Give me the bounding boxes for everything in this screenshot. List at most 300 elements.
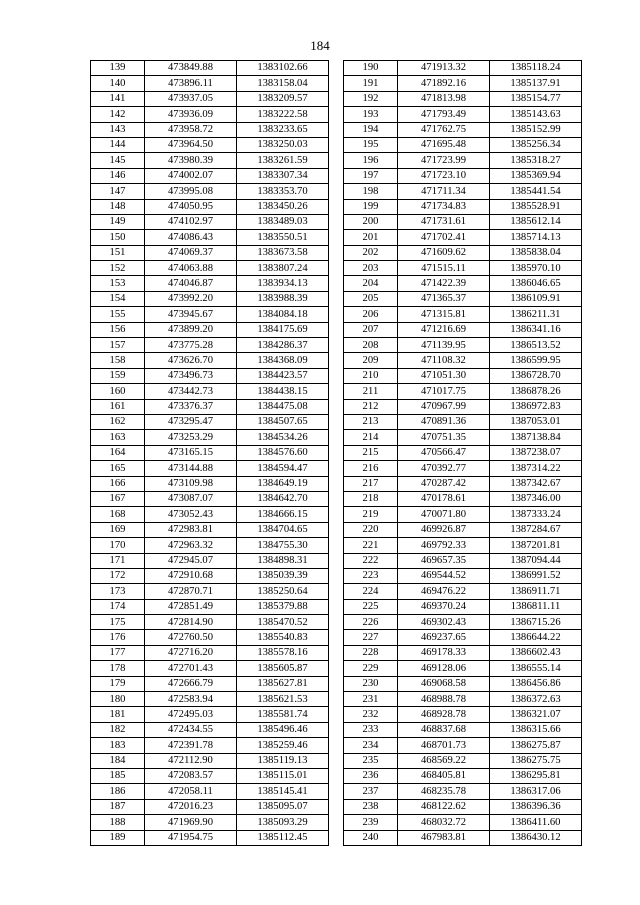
point-number-cell: 190 <box>344 61 398 76</box>
table-row <box>91 307 329 322</box>
table-row <box>91 445 329 460</box>
point-number-cell: 141 <box>91 91 145 106</box>
x-coordinate-cell: 469237.65 <box>398 630 490 645</box>
coordinates-table-right <box>343 60 582 846</box>
y-coordinate-cell: 1386715.26 <box>490 615 582 630</box>
table-row <box>91 599 329 614</box>
y-coordinate-cell: 1383807.24 <box>237 261 329 276</box>
table-row <box>91 692 329 707</box>
point-number-cell: 201 <box>344 230 398 245</box>
point-number-cell: 186 <box>91 784 145 799</box>
x-coordinate-cell: 467983.81 <box>398 830 490 845</box>
table-row <box>344 184 582 199</box>
table-row <box>344 491 582 506</box>
point-number-cell: 185 <box>91 768 145 783</box>
point-number-cell: 236 <box>344 768 398 783</box>
y-coordinate-cell: 1386315.66 <box>490 722 582 737</box>
table-row <box>91 153 329 168</box>
table-row <box>91 584 329 599</box>
coordinates-table-left <box>90 60 329 846</box>
x-coordinate-cell: 472983.81 <box>145 522 237 537</box>
point-number-cell: 161 <box>91 399 145 414</box>
x-coordinate-cell: 472016.23 <box>145 799 237 814</box>
table-row <box>91 214 329 229</box>
x-coordinate-cell: 471762.75 <box>398 122 490 137</box>
page-number: 184 <box>310 38 330 53</box>
table-row <box>91 738 329 753</box>
x-coordinate-cell: 472963.32 <box>145 538 237 553</box>
point-number-cell: 158 <box>91 353 145 368</box>
point-number-cell: 139 <box>91 61 145 76</box>
table-row <box>91 137 329 152</box>
y-coordinate-cell: 1385259.46 <box>237 738 329 753</box>
x-coordinate-cell: 471892.16 <box>398 76 490 91</box>
table-row <box>91 538 329 553</box>
x-coordinate-cell: 468837.68 <box>398 722 490 737</box>
table-row <box>91 676 329 691</box>
y-coordinate-cell: 1383102.66 <box>237 61 329 76</box>
x-coordinate-cell: 471793.49 <box>398 107 490 122</box>
y-coordinate-cell: 1385578.16 <box>237 645 329 660</box>
x-coordinate-cell: 469476.22 <box>398 584 490 599</box>
table-row <box>344 168 582 183</box>
point-number-cell: 162 <box>91 414 145 429</box>
point-number-cell: 239 <box>344 815 398 830</box>
point-number-cell: 149 <box>91 214 145 229</box>
table-body <box>91 61 329 846</box>
table-row <box>344 584 582 599</box>
point-number-cell: 219 <box>344 507 398 522</box>
table-row <box>344 815 582 830</box>
y-coordinate-cell: 1386991.52 <box>490 568 582 583</box>
x-coordinate-cell: 473109.98 <box>145 476 237 491</box>
y-coordinate-cell: 1385095.07 <box>237 799 329 814</box>
table-row <box>344 430 582 445</box>
y-coordinate-cell: 1386878.26 <box>490 384 582 399</box>
x-coordinate-cell: 472666.79 <box>145 676 237 691</box>
point-number-cell: 160 <box>91 384 145 399</box>
x-coordinate-cell: 473992.20 <box>145 291 237 306</box>
y-coordinate-cell: 1387342.67 <box>490 476 582 491</box>
x-coordinate-cell: 470967.99 <box>398 399 490 414</box>
y-coordinate-cell: 1385838.04 <box>490 245 582 260</box>
y-coordinate-cell: 1384084.18 <box>237 307 329 322</box>
y-coordinate-cell: 1383353.70 <box>237 184 329 199</box>
point-number-cell: 215 <box>344 445 398 460</box>
x-coordinate-cell: 471711.34 <box>398 184 490 199</box>
x-coordinate-cell: 473775.28 <box>145 338 237 353</box>
x-coordinate-cell: 472870.71 <box>145 584 237 599</box>
point-number-cell: 234 <box>344 738 398 753</box>
table-row <box>91 61 329 76</box>
point-number-cell: 230 <box>344 676 398 691</box>
point-number-cell: 146 <box>91 168 145 183</box>
point-number-cell: 181 <box>91 707 145 722</box>
x-coordinate-cell: 473087.07 <box>145 491 237 506</box>
y-coordinate-cell: 1384898.31 <box>237 553 329 568</box>
point-number-cell: 218 <box>344 491 398 506</box>
table-row <box>344 384 582 399</box>
point-number-cell: 240 <box>344 830 398 845</box>
y-coordinate-cell: 1385528.91 <box>490 199 582 214</box>
point-number-cell: 197 <box>344 168 398 183</box>
y-coordinate-cell: 1384368.09 <box>237 353 329 368</box>
y-coordinate-cell: 1385540.83 <box>237 630 329 645</box>
table-row <box>344 768 582 783</box>
point-number-cell: 176 <box>91 630 145 645</box>
point-number-cell: 203 <box>344 261 398 276</box>
table-row <box>344 538 582 553</box>
y-coordinate-cell: 1386411.60 <box>490 815 582 830</box>
table-row <box>91 91 329 106</box>
table-row <box>344 615 582 630</box>
x-coordinate-cell: 471731.61 <box>398 214 490 229</box>
point-number-cell: 228 <box>344 645 398 660</box>
y-coordinate-cell: 1385714.13 <box>490 230 582 245</box>
y-coordinate-cell: 1386275.87 <box>490 738 582 753</box>
y-coordinate-cell: 1385039.39 <box>237 568 329 583</box>
y-coordinate-cell: 1386109.91 <box>490 291 582 306</box>
x-coordinate-cell: 472112.90 <box>145 753 237 768</box>
table-row <box>344 245 582 260</box>
x-coordinate-cell: 471723.99 <box>398 153 490 168</box>
table-row <box>91 322 329 337</box>
x-coordinate-cell: 473144.88 <box>145 461 237 476</box>
x-coordinate-cell: 473496.73 <box>145 368 237 383</box>
point-number-cell: 221 <box>344 538 398 553</box>
y-coordinate-cell: 1386295.81 <box>490 768 582 783</box>
table-row <box>344 76 582 91</box>
x-coordinate-cell: 468032.72 <box>398 815 490 830</box>
x-coordinate-cell: 473896.11 <box>145 76 237 91</box>
y-coordinate-cell: 1385627.81 <box>237 676 329 691</box>
y-coordinate-cell: 1385112.45 <box>237 830 329 845</box>
table-row <box>344 230 582 245</box>
point-number-cell: 202 <box>344 245 398 260</box>
x-coordinate-cell: 473253.29 <box>145 430 237 445</box>
point-number-cell: 188 <box>91 815 145 830</box>
x-coordinate-cell: 474050.95 <box>145 199 237 214</box>
y-coordinate-cell: 1385369.94 <box>490 168 582 183</box>
table-row <box>344 676 582 691</box>
y-coordinate-cell: 1387138.84 <box>490 430 582 445</box>
point-number-cell: 170 <box>91 538 145 553</box>
table-row <box>344 353 582 368</box>
x-coordinate-cell: 471702.41 <box>398 230 490 245</box>
point-number-cell: 183 <box>91 738 145 753</box>
y-coordinate-cell: 1386046.65 <box>490 276 582 291</box>
point-number-cell: 206 <box>344 307 398 322</box>
y-coordinate-cell: 1386341.16 <box>490 322 582 337</box>
table-row <box>344 553 582 568</box>
point-number-cell: 194 <box>344 122 398 137</box>
x-coordinate-cell: 474069.37 <box>145 245 237 260</box>
x-coordinate-cell: 471913.32 <box>398 61 490 76</box>
y-coordinate-cell: 1387333.24 <box>490 507 582 522</box>
point-number-cell: 213 <box>344 414 398 429</box>
table-row <box>91 399 329 414</box>
table-row <box>91 815 329 830</box>
y-coordinate-cell: 1384755.30 <box>237 538 329 553</box>
point-number-cell: 192 <box>344 91 398 106</box>
y-coordinate-cell: 1383988.39 <box>237 291 329 306</box>
y-coordinate-cell: 1386555.14 <box>490 661 582 676</box>
point-number-cell: 223 <box>344 568 398 583</box>
point-number-cell: 196 <box>344 153 398 168</box>
y-coordinate-cell: 1385137.91 <box>490 76 582 91</box>
table-row <box>344 692 582 707</box>
y-coordinate-cell: 1384576.60 <box>237 445 329 460</box>
table-row <box>344 322 582 337</box>
table-row <box>344 799 582 814</box>
table-row <box>91 168 329 183</box>
table-row <box>344 153 582 168</box>
x-coordinate-cell: 468122.62 <box>398 799 490 814</box>
x-coordinate-cell: 473899.20 <box>145 322 237 337</box>
point-number-cell: 229 <box>344 661 398 676</box>
x-coordinate-cell: 468928.78 <box>398 707 490 722</box>
x-coordinate-cell: 470287.42 <box>398 476 490 491</box>
table-row <box>91 630 329 645</box>
y-coordinate-cell: 1385496.46 <box>237 722 329 737</box>
point-number-cell: 204 <box>344 276 398 291</box>
x-coordinate-cell: 472716.20 <box>145 645 237 660</box>
point-number-cell: 171 <box>91 553 145 568</box>
y-coordinate-cell: 1387284.67 <box>490 522 582 537</box>
point-number-cell: 142 <box>91 107 145 122</box>
x-coordinate-cell: 471695.48 <box>398 137 490 152</box>
table-row <box>344 661 582 676</box>
y-coordinate-cell: 1383250.03 <box>237 137 329 152</box>
x-coordinate-cell: 469544.52 <box>398 568 490 583</box>
point-number-cell: 187 <box>91 799 145 814</box>
table-body <box>344 61 582 846</box>
table-row <box>91 522 329 537</box>
x-coordinate-cell: 472851.49 <box>145 599 237 614</box>
point-number-cell: 235 <box>344 753 398 768</box>
x-coordinate-cell: 472391.78 <box>145 738 237 753</box>
table-row <box>344 599 582 614</box>
y-coordinate-cell: 1385970.10 <box>490 261 582 276</box>
x-coordinate-cell: 471108.32 <box>398 353 490 368</box>
point-number-cell: 140 <box>91 76 145 91</box>
x-coordinate-cell: 474102.97 <box>145 214 237 229</box>
x-coordinate-cell: 468405.81 <box>398 768 490 783</box>
point-number-cell: 224 <box>344 584 398 599</box>
table-row <box>91 353 329 368</box>
point-number-cell: 168 <box>91 507 145 522</box>
x-coordinate-cell: 472434.55 <box>145 722 237 737</box>
y-coordinate-cell: 1384594.47 <box>237 461 329 476</box>
point-number-cell: 200 <box>344 214 398 229</box>
point-number-cell: 226 <box>344 615 398 630</box>
x-coordinate-cell: 472083.57 <box>145 768 237 783</box>
table-row <box>344 399 582 414</box>
x-coordinate-cell: 471365.37 <box>398 291 490 306</box>
y-coordinate-cell: 1384642.70 <box>237 491 329 506</box>
y-coordinate-cell: 1384475.08 <box>237 399 329 414</box>
table-row <box>344 368 582 383</box>
x-coordinate-cell: 473295.47 <box>145 414 237 429</box>
x-coordinate-cell: 473980.39 <box>145 153 237 168</box>
point-number-cell: 157 <box>91 338 145 353</box>
y-coordinate-cell: 1386728.70 <box>490 368 582 383</box>
x-coordinate-cell: 474002.07 <box>145 168 237 183</box>
point-number-cell: 217 <box>344 476 398 491</box>
x-coordinate-cell: 468569.22 <box>398 753 490 768</box>
point-number-cell: 191 <box>344 76 398 91</box>
x-coordinate-cell: 471609.62 <box>398 245 490 260</box>
y-coordinate-cell: 1383209.57 <box>237 91 329 106</box>
x-coordinate-cell: 472760.50 <box>145 630 237 645</box>
y-coordinate-cell: 1385581.74 <box>237 707 329 722</box>
x-coordinate-cell: 470392.77 <box>398 461 490 476</box>
y-coordinate-cell: 1386513.52 <box>490 338 582 353</box>
point-number-cell: 225 <box>344 599 398 614</box>
x-coordinate-cell: 471734.83 <box>398 199 490 214</box>
y-coordinate-cell: 1383450.26 <box>237 199 329 214</box>
point-number-cell: 165 <box>91 461 145 476</box>
x-coordinate-cell: 471723.10 <box>398 168 490 183</box>
y-coordinate-cell: 1385612.14 <box>490 214 582 229</box>
x-coordinate-cell: 471017.75 <box>398 384 490 399</box>
table-row <box>344 522 582 537</box>
point-number-cell: 233 <box>344 722 398 737</box>
x-coordinate-cell: 470891.36 <box>398 414 490 429</box>
y-coordinate-cell: 1385621.53 <box>237 692 329 707</box>
x-coordinate-cell: 472495.03 <box>145 707 237 722</box>
y-coordinate-cell: 1387053.01 <box>490 414 582 429</box>
y-coordinate-cell: 1384286.37 <box>237 338 329 353</box>
table-row <box>91 722 329 737</box>
table-row <box>344 630 582 645</box>
point-number-cell: 167 <box>91 491 145 506</box>
point-number-cell: 238 <box>344 799 398 814</box>
point-number-cell: 237 <box>344 784 398 799</box>
y-coordinate-cell: 1386644.22 <box>490 630 582 645</box>
x-coordinate-cell: 474046.87 <box>145 276 237 291</box>
x-coordinate-cell: 468701.73 <box>398 738 490 753</box>
table-row <box>91 230 329 245</box>
point-number-cell: 169 <box>91 522 145 537</box>
table-row <box>91 368 329 383</box>
table-row <box>91 768 329 783</box>
table-row <box>344 199 582 214</box>
x-coordinate-cell: 472814.90 <box>145 615 237 630</box>
y-coordinate-cell: 1383550.51 <box>237 230 329 245</box>
y-coordinate-cell: 1385152.99 <box>490 122 582 137</box>
y-coordinate-cell: 1385441.54 <box>490 184 582 199</box>
table-row <box>91 707 329 722</box>
y-coordinate-cell: 1385256.34 <box>490 137 582 152</box>
y-coordinate-cell: 1383222.58 <box>237 107 329 122</box>
y-coordinate-cell: 1383934.13 <box>237 276 329 291</box>
point-number-cell: 151 <box>91 245 145 260</box>
x-coordinate-cell: 471954.75 <box>145 830 237 845</box>
y-coordinate-cell: 1386602.43 <box>490 645 582 660</box>
point-number-cell: 231 <box>344 692 398 707</box>
table-row <box>91 122 329 137</box>
table-row <box>91 430 329 445</box>
point-number-cell: 214 <box>344 430 398 445</box>
y-coordinate-cell: 1386599.95 <box>490 353 582 368</box>
table-row <box>344 107 582 122</box>
x-coordinate-cell: 470178.61 <box>398 491 490 506</box>
table-row <box>344 122 582 137</box>
point-number-cell: 209 <box>344 353 398 368</box>
table-row <box>91 476 329 491</box>
table-row <box>344 137 582 152</box>
x-coordinate-cell: 469128.06 <box>398 661 490 676</box>
x-coordinate-cell: 469370.24 <box>398 599 490 614</box>
point-number-cell: 154 <box>91 291 145 306</box>
y-coordinate-cell: 1387201.81 <box>490 538 582 553</box>
y-coordinate-cell: 1387094.44 <box>490 553 582 568</box>
x-coordinate-cell: 473165.15 <box>145 445 237 460</box>
table-row <box>91 414 329 429</box>
table-row <box>91 568 329 583</box>
x-coordinate-cell: 473936.09 <box>145 107 237 122</box>
point-number-cell: 199 <box>344 199 398 214</box>
point-number-cell: 184 <box>91 753 145 768</box>
point-number-cell: 148 <box>91 199 145 214</box>
point-number-cell: 145 <box>91 153 145 168</box>
y-coordinate-cell: 1383158.04 <box>237 76 329 91</box>
y-coordinate-cell: 1384507.65 <box>237 414 329 429</box>
y-coordinate-cell: 1386456.86 <box>490 676 582 691</box>
x-coordinate-cell: 473626.70 <box>145 353 237 368</box>
point-number-cell: 207 <box>344 322 398 337</box>
y-coordinate-cell: 1383673.58 <box>237 245 329 260</box>
table-row <box>344 338 582 353</box>
table-row <box>91 784 329 799</box>
x-coordinate-cell: 473052.43 <box>145 507 237 522</box>
table-row <box>91 107 329 122</box>
point-number-cell: 144 <box>91 137 145 152</box>
point-number-cell: 222 <box>344 553 398 568</box>
y-coordinate-cell: 1386911.71 <box>490 584 582 599</box>
y-coordinate-cell: 1385470.52 <box>237 615 329 630</box>
table-row <box>344 722 582 737</box>
table-row <box>344 261 582 276</box>
y-coordinate-cell: 1385379.88 <box>237 599 329 614</box>
x-coordinate-cell: 471515.11 <box>398 261 490 276</box>
table-row <box>91 291 329 306</box>
point-number-cell: 198 <box>344 184 398 199</box>
x-coordinate-cell: 472701.43 <box>145 661 237 676</box>
point-number-cell: 220 <box>344 522 398 537</box>
x-coordinate-cell: 471422.39 <box>398 276 490 291</box>
x-coordinate-cell: 473958.72 <box>145 122 237 137</box>
y-coordinate-cell: 1386211.31 <box>490 307 582 322</box>
table-row <box>344 753 582 768</box>
point-number-cell: 216 <box>344 461 398 476</box>
x-coordinate-cell: 469926.87 <box>398 522 490 537</box>
x-coordinate-cell: 468988.78 <box>398 692 490 707</box>
point-number-cell: 155 <box>91 307 145 322</box>
x-coordinate-cell: 473995.08 <box>145 184 237 199</box>
x-coordinate-cell: 473376.37 <box>145 399 237 414</box>
table-row <box>91 276 329 291</box>
y-coordinate-cell: 1385115.01 <box>237 768 329 783</box>
point-number-cell: 164 <box>91 445 145 460</box>
table-row <box>91 245 329 260</box>
point-number-cell: 212 <box>344 399 398 414</box>
y-coordinate-cell: 1385119.13 <box>237 753 329 768</box>
point-number-cell: 182 <box>91 722 145 737</box>
table-row <box>344 61 582 76</box>
point-number-cell: 195 <box>344 137 398 152</box>
